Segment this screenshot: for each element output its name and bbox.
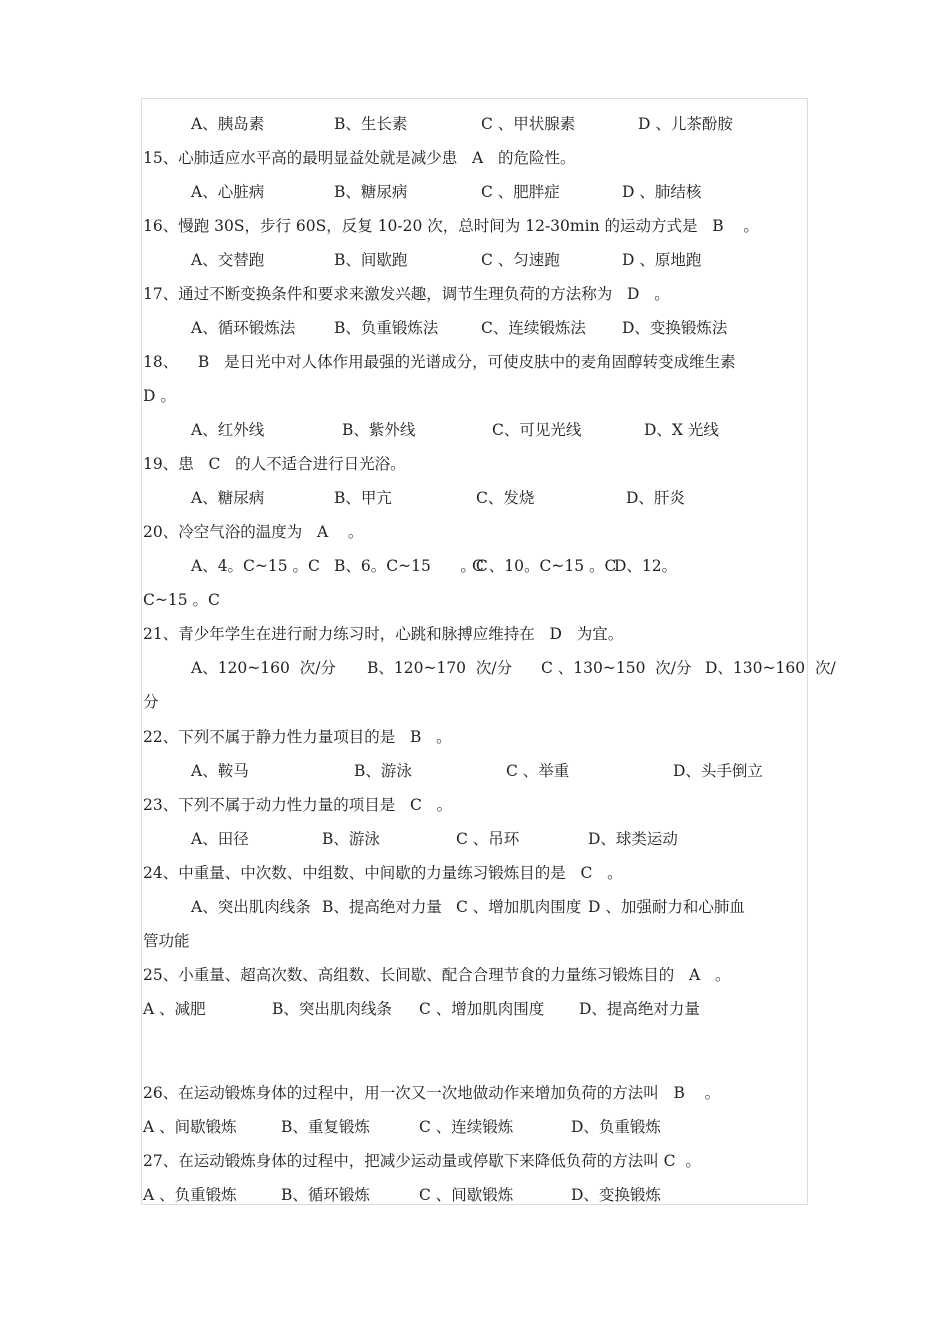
option-a: A、突出肌肉线条	[191, 898, 311, 916]
question-line: 16、慢跑 30S，步行 60S，反复 10-20 次，总时间为 12-30min 的运动方式是 B 。	[143, 217, 759, 235]
question-line: 19、患 C 的人不适合进行日光浴。	[143, 455, 406, 473]
option-d: D、12。	[614, 557, 678, 575]
option-a: A、胰岛素	[191, 115, 265, 133]
question-line: 23、下列不属于动力性力量的项目是 C 。	[143, 796, 453, 814]
question-line: 25、小重量、超高次数、高组数、长间歇、配合合理节食的力量练习锻炼目的 A 。	[143, 966, 731, 984]
option-b: B、提高绝对力量	[322, 898, 442, 916]
option-c: C、发烧	[476, 489, 535, 507]
question-line: 24、中重量、中次数、中组数、中间歇的力量练习锻炼目的是 C 。	[143, 864, 623, 882]
option-a: A、糖尿病	[191, 489, 265, 507]
options-line	[0, 1183, 950, 1207]
option-d: D 、加强耐力和心肺血	[588, 898, 745, 916]
option-b: B、120~170 次/分	[367, 659, 513, 677]
option-b: B、游泳	[322, 830, 380, 848]
question-line: 27、在运动锻炼身体的过程中，把减少运动量或停歇下来降低负荷的方法叫 C 。	[143, 1152, 701, 1170]
option-c: C 、连续锻炼	[419, 1118, 514, 1136]
option-d: D 、原地跑	[622, 251, 702, 269]
option-a: A 、间歇锻炼	[143, 1118, 237, 1136]
option-c: C 、间歇锻炼	[419, 1186, 514, 1204]
option-c: C 、匀速跑	[481, 251, 560, 269]
options-line	[0, 180, 950, 204]
option-a: A、红外线	[191, 421, 265, 439]
question-line: C~15 。C	[143, 591, 220, 609]
option-c: C 、10。C~15 。C	[472, 557, 617, 575]
option-a: A、鞍马	[191, 762, 249, 780]
question-line: 17、通过不断变换条件和要求来激发兴趣，调节生理负荷的方法称为 D 。	[143, 285, 670, 303]
options-line	[0, 418, 950, 442]
option-d: D、提高绝对力量	[579, 1000, 700, 1018]
option-b: B、甲亢	[334, 489, 392, 507]
option-a: A 、减肥	[143, 1000, 206, 1018]
option-c: C 、甲状腺素	[481, 115, 576, 133]
option-a: A、循环锻炼法	[191, 319, 296, 337]
option-c: C 、130~150 次/分	[541, 659, 692, 677]
option-a: A、田径	[191, 830, 249, 848]
option-d: D 、肺结核	[622, 183, 702, 201]
option-a: A 、负重锻炼	[143, 1186, 237, 1204]
options-line	[0, 656, 950, 680]
options-line	[0, 895, 950, 919]
question-line: 22、下列不属于静力性力量项目的是 B 。	[143, 728, 452, 746]
question-line: D 。	[143, 387, 176, 405]
options-line	[0, 997, 950, 1021]
option-b: B、间歇跑	[334, 251, 408, 269]
option-d: D 、儿茶酚胺	[638, 115, 733, 133]
option-a: A、心脏病	[191, 183, 265, 201]
option-b: B、生长素	[334, 115, 408, 133]
option-d: D、球类运动	[588, 830, 678, 848]
option-c: C 、增加肌肉围度	[419, 1000, 545, 1018]
option-d: D、肝炎	[626, 489, 685, 507]
question-line: 管功能	[143, 932, 190, 950]
options-line	[0, 759, 950, 783]
option-b: B、突出肌肉线条	[272, 1000, 392, 1018]
option-d: D、变换锻炼	[571, 1186, 661, 1204]
question-line: 26、在运动锻炼身体的过程中，用一次又一次地做动作来增加负荷的方法叫 B 。	[143, 1084, 721, 1102]
options-line	[0, 554, 950, 578]
question-line: 15、心肺适应水平高的最明显益处就是减少患 A 的危险性。	[143, 149, 576, 167]
option-a: A、交替跑	[191, 251, 265, 269]
option-c: C 、增加肌肉围度	[456, 898, 582, 916]
options-line	[0, 316, 950, 340]
option-a: A、120~160 次/分	[191, 659, 336, 677]
option-b: B、糖尿病	[334, 183, 408, 201]
option-c: C、连续锻炼法	[481, 319, 586, 337]
option-c: C、可见光线	[492, 421, 582, 439]
option-b: B、6。C~15 。C	[334, 557, 488, 575]
options-line	[0, 112, 950, 136]
option-b: B、紫外线	[342, 421, 416, 439]
options-line	[0, 248, 950, 272]
question-line: 20、冷空气浴的温度为 A 。	[143, 523, 364, 541]
question-line: 21、青少年学生在进行耐力练习时，心跳和脉搏应维持在 D 为宜。	[143, 625, 624, 643]
options-line	[0, 1115, 950, 1139]
option-c: C 、举重	[506, 762, 570, 780]
option-c: C 、吊环	[456, 830, 520, 848]
options-line	[0, 827, 950, 851]
option-d: D、负重锻炼	[571, 1118, 661, 1136]
question-line: 18、 B 是日光中对人体作用最强的光谱成分，可使皮肤中的麦角固醇转变成维生素	[143, 353, 736, 371]
option-c: C 、肥胖症	[481, 183, 560, 201]
option-b: B、重复锻炼	[281, 1118, 370, 1136]
option-d: D、X 光线	[644, 421, 719, 439]
question-line: 分	[143, 693, 159, 711]
option-d: D、头手倒立	[673, 762, 763, 780]
option-a: A、4。C~15 。C	[191, 557, 320, 575]
options-line	[0, 486, 950, 510]
option-b: B、游泳	[354, 762, 412, 780]
option-d: D、变换锻炼法	[622, 319, 728, 337]
option-b: B、负重锻炼法	[334, 319, 439, 337]
option-d: D、130~160 次/	[705, 659, 836, 677]
option-b: B、循环锻炼	[281, 1186, 370, 1204]
